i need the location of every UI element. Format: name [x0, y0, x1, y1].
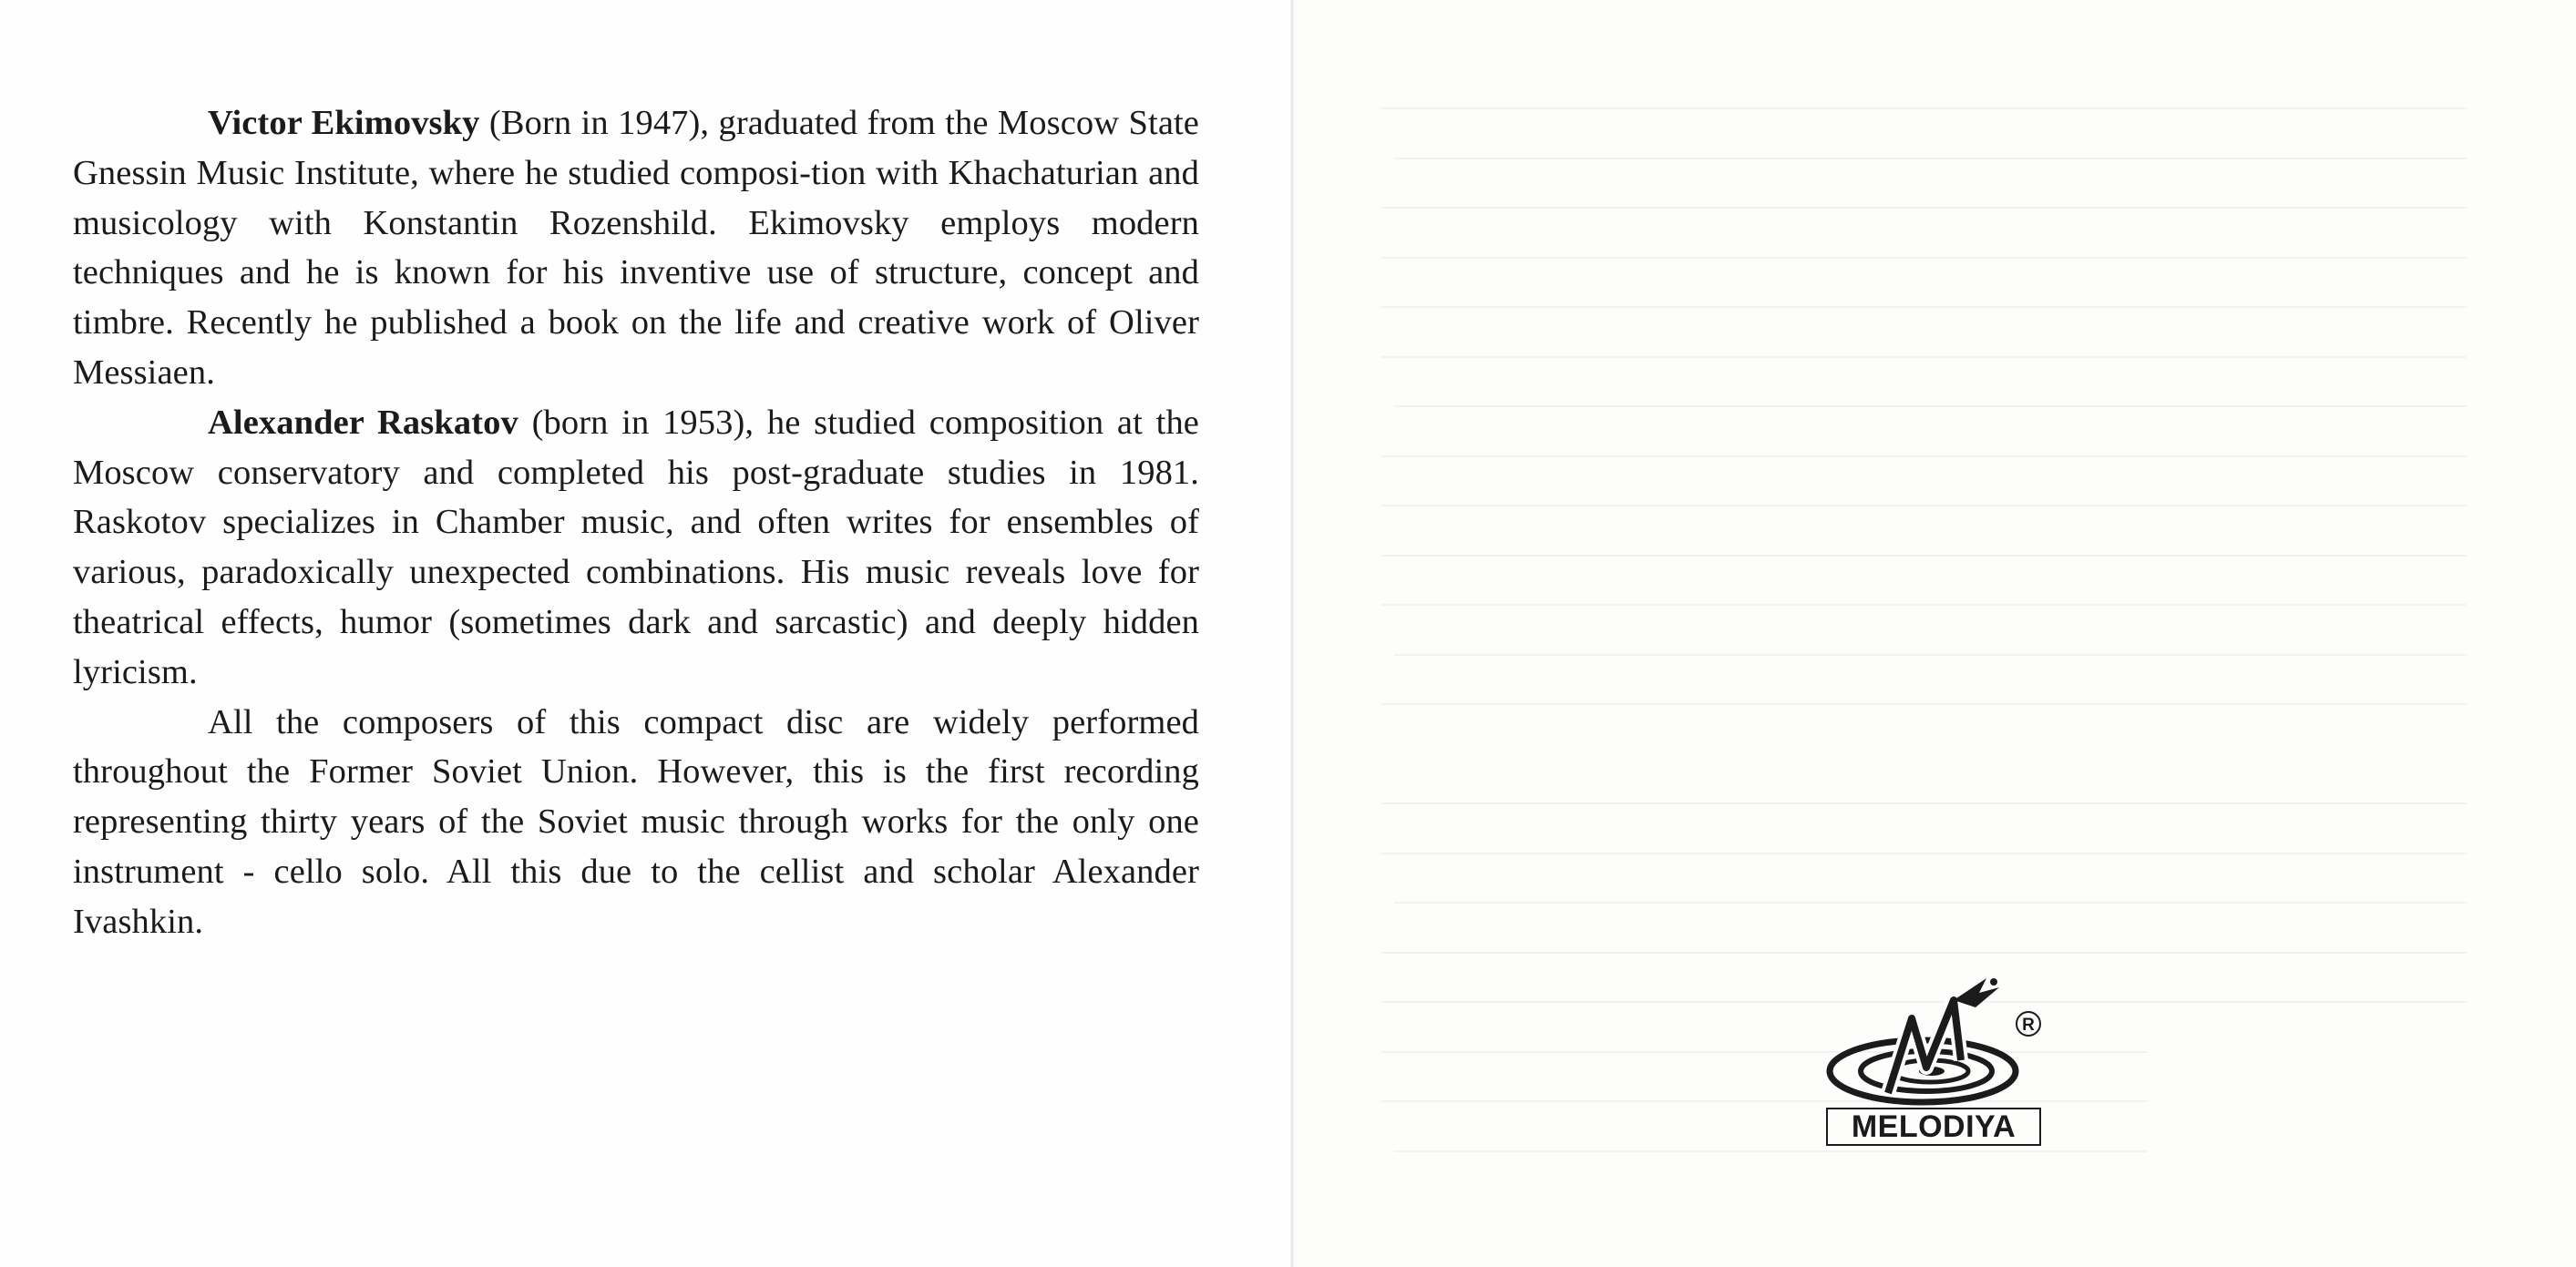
- bleed-through-line: [1381, 604, 2467, 606]
- bleed-through-line: [1394, 654, 2467, 656]
- bleed-through-line: [1394, 405, 2467, 407]
- svg-text:R: R: [2022, 1016, 2035, 1035]
- bleed-through-line: [1381, 107, 2467, 109]
- bleed-through-line: [1381, 306, 2467, 308]
- melodiya-logo-icon: [1824, 973, 2052, 1108]
- biography-text-raskatov: (born in 1953), he studied composition at the Moscow conservatory and completed his post-graduate studies in 1981. Raskotov specializes in Chamber music, and often writes for ensembles of various, paradoxically unexpected combinations. His music reveals love for theatrical effects, humor (sometimes dark and sarcastic) and deeply hidden lyricism.: [73, 403, 1199, 691]
- bleed-through-line: [1381, 356, 2467, 358]
- composer-name-ekimovsky: Victor Ekimovsky: [208, 104, 480, 142]
- bleed-through-line: [1394, 158, 2467, 159]
- paragraph-raskatov: [73, 398, 1199, 698]
- paragraph-ekimovsky: [73, 98, 1199, 398]
- bleed-through-line: [1381, 257, 2467, 259]
- composer-name-raskatov: Alexander Raskatov: [208, 403, 518, 442]
- bleed-through-line: [1381, 207, 2467, 209]
- melodiya-logo: [1824, 973, 2052, 1155]
- bleed-through-line: [1381, 703, 2467, 705]
- bleed-through-line: [1394, 902, 2467, 904]
- bleed-through-line: [1381, 952, 2467, 954]
- bleed-through-line: [1381, 455, 2467, 457]
- bleed-through-line: [1381, 555, 2467, 557]
- paragraph-closing: [73, 698, 1199, 947]
- biography-text-ekimovsky: (Born in 1947), graduated from the Moscow State Gnessin Music Institute, where he studied composi-tion with Khachaturian and musicology with Konstantin Rozenshild. Ekimovsky employs modern techniques and he is known for his inventive use of structure, concept and timbre. Recently he published a book on the life and creative work of Oliver Messiaen.: [73, 104, 1199, 392]
- composer-biographies: [73, 98, 1199, 947]
- bleed-through-line: [1381, 505, 2467, 506]
- bleed-through-line: [1381, 802, 2467, 804]
- closing-text: All the composers of this compact disc are widely performed throughout the Former Soviet Union. However, this is the first recording representing thirty years of the Soviet music through works for the only one instrument - cello solo. All this due to the cellist and scholar Alexander Ivashkin.: [73, 702, 1199, 941]
- bleed-through-line: [1381, 853, 2467, 854]
- melodiya-wordmark: MELODIYA: [1826, 1108, 2041, 1146]
